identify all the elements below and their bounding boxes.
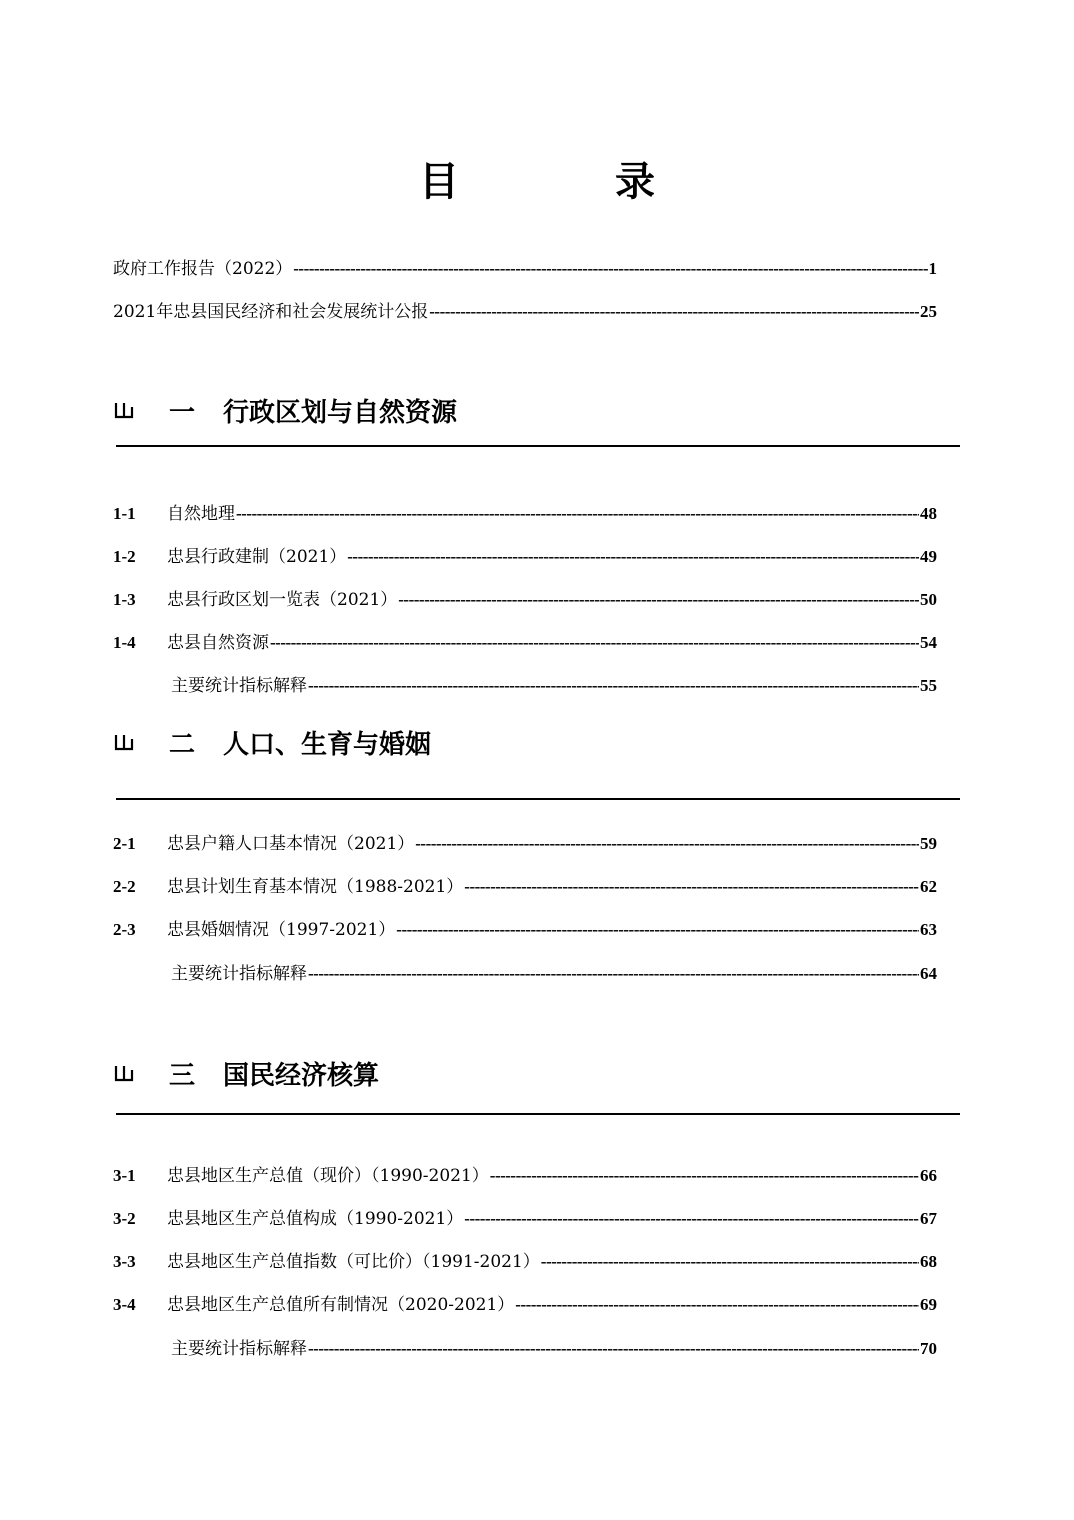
leader-dots	[347, 545, 919, 569]
toc-entry-number: 3-2	[113, 1209, 136, 1228]
toc-entry[interactable]	[113, 545, 937, 569]
leader-dots	[515, 1293, 919, 1317]
toc-page-number: 68	[920, 1252, 937, 1271]
leader-dots	[398, 588, 919, 612]
toc-entry-text: 忠县地区生产总值所有制情况（2020-2021）	[167, 1295, 515, 1315]
toc-entry-text: 主要统计指标解释	[171, 964, 307, 984]
toc-page-number: 67	[920, 1209, 937, 1228]
toc-page-number: 64	[920, 964, 937, 983]
leader-dots	[308, 962, 919, 986]
chapter-heading[interactable]	[113, 724, 431, 760]
toc-entry[interactable]	[113, 1293, 937, 1317]
toc-entry[interactable]	[113, 875, 937, 899]
toc-entry-number: 3-3	[113, 1252, 136, 1271]
chapter-heading[interactable]	[113, 392, 457, 428]
leader-dots	[293, 257, 927, 281]
chapter-title: 行政区划与自然资源	[223, 397, 458, 428]
toc-entry-number: 1-4	[113, 633, 136, 652]
toc-entry[interactable]	[113, 588, 937, 612]
leader-dots	[415, 832, 919, 856]
toc-entry-number: 2-2	[113, 877, 136, 896]
leader-dots	[464, 1207, 919, 1231]
toc-entry-text: 忠县地区生产总值构成（1990-2021）	[167, 1209, 464, 1229]
toc-page-number: 59	[920, 834, 937, 853]
toc-entry-text: 政府工作报告（2022）	[113, 259, 293, 279]
toc-page-number: 50	[920, 590, 937, 609]
toc-entry-text: 忠县行政建制（2021）	[167, 547, 347, 567]
toc-entry-text: 忠县婚姻情况（1997-2021）	[167, 920, 396, 940]
toc-page-number: 48	[920, 504, 937, 523]
toc-page-number: 1	[928, 259, 937, 278]
chapter-heading[interactable]	[113, 1055, 379, 1091]
chapter-number: 二	[169, 729, 196, 760]
toc-entry-text: 忠县行政区划一览表（2021）	[167, 590, 398, 610]
toc-page-number: 70	[920, 1339, 937, 1358]
leader-dots	[464, 875, 919, 899]
chapter-divider	[116, 1113, 960, 1115]
leader-dots	[541, 1250, 919, 1274]
toc-entry[interactable]	[113, 918, 937, 942]
chapter-bullet-icon	[113, 1062, 135, 1084]
leader-dots	[396, 918, 919, 942]
toc-entry-number: 1-1	[113, 504, 136, 523]
toc-entry-text: 忠县户籍人口基本情况（2021）	[167, 834, 415, 854]
toc-entry-text: 主要统计指标解释	[171, 676, 307, 696]
chapter-divider	[116, 445, 960, 447]
toc-entry[interactable]	[113, 1250, 937, 1274]
toc-entry-text: 忠县地区生产总值（现价）（1990-2021）	[167, 1166, 489, 1186]
toc-entry-text: 忠县自然资源	[167, 633, 269, 653]
toc-entry-number: 2-3	[113, 920, 136, 939]
toc-entry-number: 3-4	[113, 1295, 136, 1314]
leader-dots	[236, 502, 919, 526]
toc-entry[interactable]	[113, 1164, 937, 1188]
toc-entry-text: 2021年忠县国民经济和社会发展统计公报	[113, 302, 429, 322]
leader-dots	[429, 300, 919, 324]
toc-entry[interactable]	[113, 674, 937, 698]
leader-dots	[308, 1337, 919, 1361]
toc-entry-text: 忠县地区生产总值指数（可比价）（1991-2021）	[167, 1252, 540, 1272]
toc-page-number: 69	[920, 1295, 937, 1314]
chapter-bullet-icon	[113, 399, 135, 421]
page-title: 目 录	[419, 159, 713, 205]
toc-entry-number: 1-2	[113, 547, 136, 566]
toc-page-number: 25	[920, 302, 937, 321]
leader-dots	[270, 631, 919, 655]
toc-page-number: 49	[920, 547, 937, 566]
toc-entry-number: 1-3	[113, 590, 136, 609]
chapter-number: 三	[169, 1060, 196, 1091]
toc-entry-text: 主要统计指标解释	[171, 1339, 307, 1359]
toc-entry-number: 2-1	[113, 834, 136, 853]
toc-entry[interactable]	[113, 300, 937, 324]
toc-page-number: 62	[920, 877, 937, 896]
toc-entry[interactable]	[113, 962, 937, 986]
chapter-bullet-icon	[113, 731, 135, 753]
toc-page-number: 63	[920, 920, 937, 939]
toc-page-number: 66	[920, 1166, 937, 1185]
toc-entry[interactable]	[113, 1207, 937, 1231]
toc-entry-text: 自然地理	[167, 504, 235, 524]
toc-page-number: 54	[920, 633, 937, 652]
toc-entry-text: 忠县计划生育基本情况（1988-2021）	[167, 877, 464, 897]
toc-entry[interactable]	[113, 1337, 937, 1361]
leader-dots	[490, 1164, 919, 1188]
toc-entry[interactable]	[113, 257, 937, 281]
toc-entry[interactable]	[113, 832, 937, 856]
toc-entry[interactable]	[113, 502, 937, 526]
chapter-divider	[116, 798, 960, 800]
leader-dots	[308, 674, 919, 698]
chapter-title: 人口、生育与婚姻	[223, 729, 432, 760]
chapter-title: 国民经济核算	[223, 1060, 380, 1091]
chapter-number: 一	[169, 397, 196, 428]
toc-entry[interactable]	[113, 631, 937, 655]
toc-page-number: 55	[920, 676, 937, 695]
toc-entry-number: 3-1	[113, 1166, 136, 1185]
